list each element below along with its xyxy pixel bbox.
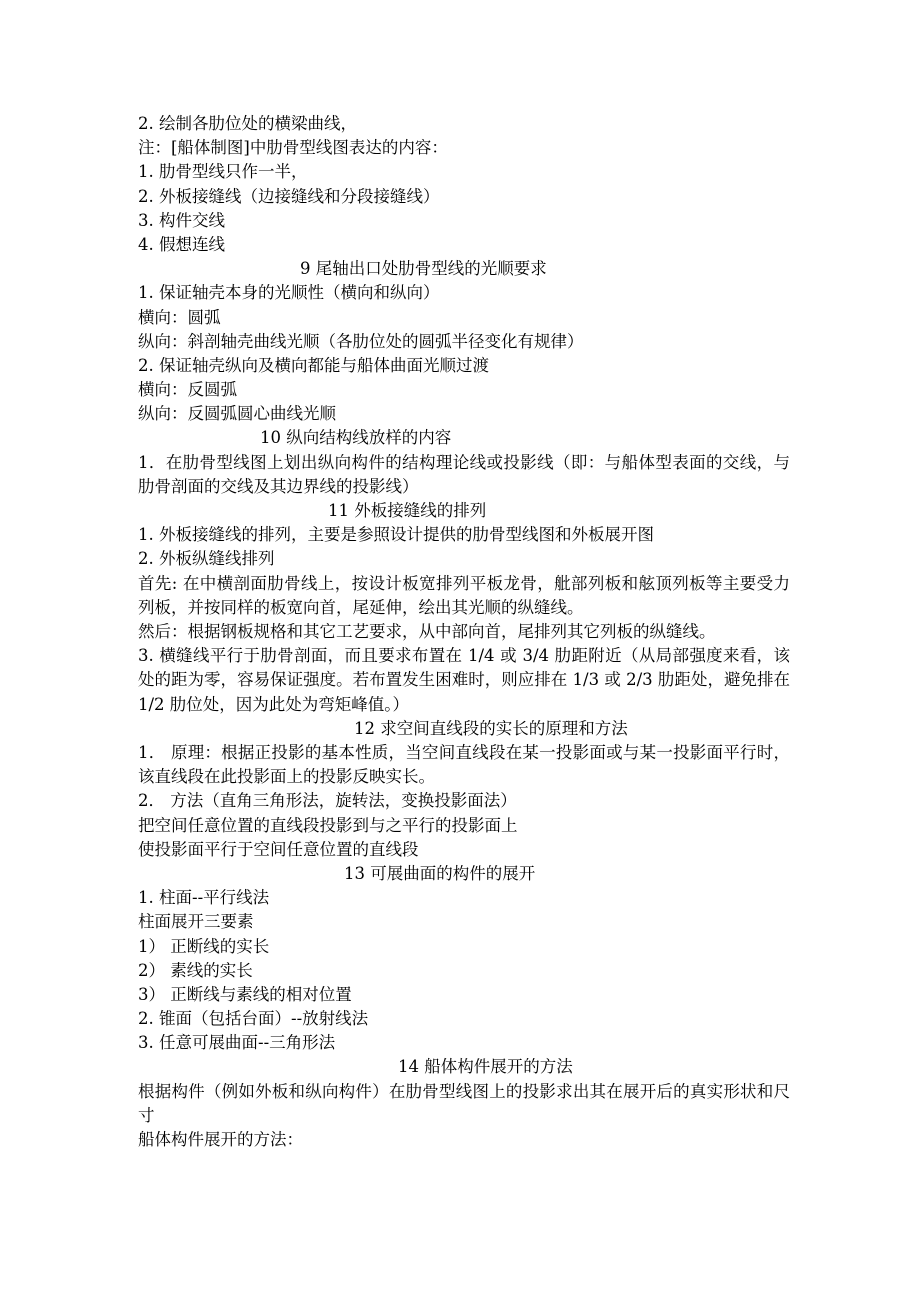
text-line: 横向：圆弧 [138,307,221,327]
paragraph: 首先: 在中横剖面肋骨线上，按设计板宽排列平板龙骨，舭部列板和舷顶列板等主要受力列板，并按同样的板宽向首，尾延伸，绘出其光顺的纵缝线。 [138,573,790,617]
text-line: 2. 外板纵缝线排列 [138,549,275,569]
text-line: 使投影面平行于空间任意位置的直线段 [138,839,419,859]
text-line: 注：[船体制图]中肋骨型线图表达的内容： [138,138,448,158]
text-line: 1. 柱面--平行线法 [138,888,270,908]
text-line: 纵向：斜剖轴壳曲线光顺（各肋位处的圆弧半径变化有规律） [138,331,584,351]
text-line: 1. 外板接缝线的排列，主要是参照设计提供的肋骨型线图和外板展开图 [138,525,654,545]
paragraph: 1． 原理：根据正投影的基本性质，当空间直线段在某一投影面或与某一投影面平行时，该直线段在此投影面上的投影反映实长。 [138,742,790,787]
section-heading: 9 尾轴出口处肋骨型线的光顺要求 [300,259,547,279]
text-line: 柱面展开三要素 [138,912,254,932]
text-line: 2. 外板接缝线（边接缝线和分段接缝线） [138,186,440,206]
section-heading: 11 外板接缝线的排列 [328,501,487,521]
section-heading: 13 可展曲面的构件的展开 [344,863,536,883]
paragraph: 1．在肋骨型线图上划出纵向构件的结构理论线或投影线（即：与船体型表面的交线，与肋骨剖面的交线及其边界线的投影线） [138,452,790,496]
paragraph: 3. 横缝线平行于肋骨剖面，而且要求布置在 1/4 或 3/4 肋距附近（从局部强度来看，该处的距为零，容易保证强度。若布置发生困难时，则应排在 1/3 或 2/3 肋距处，避免排在 1/2 肋位处，因为此处为弯矩峰值。） [138,646,790,714]
text-line: 1. 肋骨型线只作一半， [138,162,308,182]
paragraph: 根据构件（例如外板和纵向构件）在肋骨型线图上的投影求出其在展开后的真实形状和尺寸 [138,1081,790,1125]
document-body [138,112,790,1152]
section-heading: 14 船体构件展开的方法 [398,1057,573,1077]
text-line: 3. 任意可展曲面--三角形法 [138,1033,336,1053]
text-line: 3. 构件交线 [138,210,225,230]
section-heading: 10 纵向结构线放样的内容 [260,428,452,448]
text-line: 2. 保证轴壳纵向及横向都能与船体曲面光顺过渡 [138,355,489,375]
text-line: 4. 假想连线 [138,234,225,254]
text-line: 2． 方法（直角三角形法，旋转法，变换投影面法） [138,791,517,811]
text-line: 2） 素线的实长 [138,960,253,980]
text-line: 1. 保证轴壳本身的光顺性（横向和纵向） [138,283,440,303]
section-heading: 12 求空间直线段的实长的原理和方法 [354,718,628,738]
text-line: 2. 绘制各肋位处的横梁曲线， [138,114,357,133]
text-line: 然后：根据钢板规格和其它工艺要求，从中部向首，尾排列其它列板的纵缝线。 [138,622,716,641]
text-line: 1） 正断线的实长 [138,936,270,956]
text-line: 纵向：反圆弧圆心曲线光顺 [138,404,336,424]
text-line: 把空间任意位置的直线段投影到与之平行的投影面上 [138,815,518,835]
text-line: 2. 锥面（包括台面）--放射线法 [138,1009,369,1029]
text-line: 船体构件展开的方法： [138,1130,303,1150]
text-line: 3） 正断线与素线的相对位置 [138,984,352,1004]
text-line: 横向：反圆弧 [138,380,237,400]
